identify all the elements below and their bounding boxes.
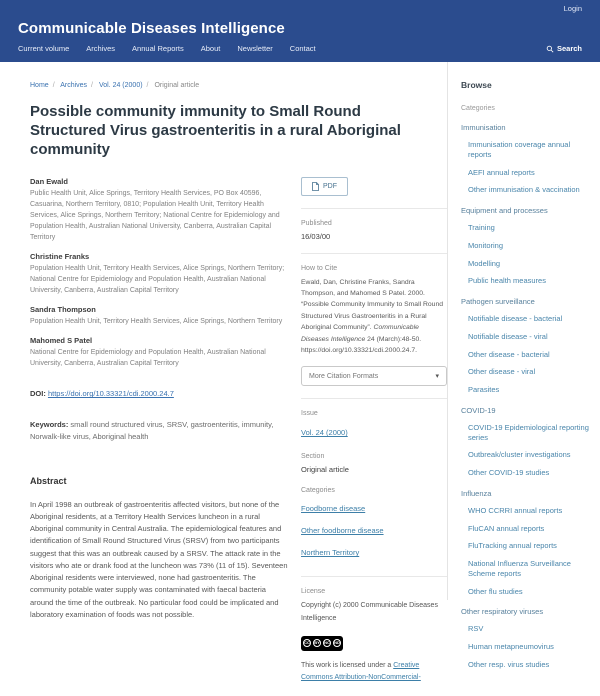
browse-sidebar <box>447 62 600 669</box>
sidebar-item[interactable]: Other immunisation & vaccination <box>468 185 580 195</box>
author-block <box>30 336 289 369</box>
published-date: 16/03/00 <box>301 231 331 241</box>
sidebar-item[interactable]: RSV <box>468 624 484 634</box>
sidebar-group-covid19[interactable]: COVID-19 <box>461 405 496 415</box>
nav-archives[interactable]: Archives <box>86 44 116 53</box>
sidebar-item[interactable]: FluCAN annual reports <box>468 523 545 533</box>
sidebar-item[interactable]: Public health measures <box>468 276 546 286</box>
abstract-heading: Abstract <box>30 475 67 486</box>
sidebar-group-equipment[interactable]: Equipment and processes <box>461 206 548 215</box>
author-affiliation: Population Health Unit, Territory Health Services, Alice Springs, Northern Territory; National Centre for Epidemiology and Population Health, Australian National University, Canberra, Australian Capital Territory <box>30 264 285 294</box>
doi-line <box>30 389 289 398</box>
section-label: Section <box>301 453 325 461</box>
author-affiliation: National Centre for Epidemiology and Population Health, Australian National University, Canberra, Australian Capital Territory <box>30 348 266 368</box>
sidebar-item[interactable]: WHO CCRRI annual reports <box>468 505 563 515</box>
sidebar-group-influenza[interactable]: Influenza <box>461 488 492 498</box>
nav-about[interactable]: About <box>200 44 221 53</box>
keywords-label: Keywords: <box>30 420 69 430</box>
breadcrumb: Home / Archives / Vol. 24 (2000) / Original article <box>30 82 200 89</box>
author-name: Christine Franks <box>30 251 90 261</box>
license-label: License <box>301 588 326 596</box>
sidebar-item[interactable]: COVID-19 Epidemiological reporting series <box>468 422 589 442</box>
sidebar-item[interactable]: Other COVID-19 studies <box>468 468 550 477</box>
license-link[interactable]: Creative Commons Attribution-NonCommercial- <box>301 661 421 681</box>
breadcrumb-archives[interactable]: Archives <box>60 82 88 89</box>
breadcrumb-issue[interactable]: Vol. 24 (2000) <box>98 82 143 89</box>
author-block <box>30 177 289 243</box>
search-button[interactable] <box>546 44 582 53</box>
sidebar-group-other-respiratory[interactable]: Other respiratory viruses <box>461 607 544 617</box>
citation-journal-name: Communicable Diseases Intelligence <box>301 324 419 343</box>
cc-icon: CC <box>303 639 312 648</box>
cc-nd-icon: ND <box>333 639 342 648</box>
file-pdf-icon <box>312 182 319 191</box>
cc-by-icon: BY <box>313 639 322 648</box>
nav-current-volume[interactable]: Current volume <box>18 44 70 53</box>
issue-section <box>301 398 447 576</box>
author-block <box>30 252 289 296</box>
main-nav <box>18 44 582 53</box>
how-to-cite-label: How to Cite <box>301 264 338 272</box>
sidebar-item[interactable]: Modelling <box>468 258 501 268</box>
site-title: Communicable Diseases Intelligence <box>18 20 285 37</box>
published-label: Published <box>301 219 332 227</box>
sidebar-group-immunisation[interactable]: Immunisation <box>461 123 506 132</box>
license-sentence: This work is licensed under a Creative Commons Attribution-NonCommercial- <box>301 661 421 681</box>
article-column <box>30 177 289 696</box>
search-icon <box>546 45 554 53</box>
doi-link[interactable]: https://doi.org/10.33321/cdi.2000.24.7 <box>47 389 174 399</box>
sidebar-item[interactable]: Other disease - bacterial <box>468 349 550 359</box>
sidebar-item[interactable]: Other disease - viral <box>468 367 536 377</box>
author-affiliation: Public Health Unit, Alice Springs, Territory Health Services, PO Box 40596, Casuarina, Northern Territory, 0810; Population Health Unit, Territory Health Services, Alice Springs, Northern Territory; National Centre for Epidemiology and Population Health, Australian National University, Canberra, Australian Capital Territory <box>30 189 280 241</box>
sidebar-item[interactable]: Monitoring <box>468 240 504 250</box>
license-copyright: Copyright (c) 2000 Communicable Diseases Intelligence <box>301 602 438 622</box>
more-citation-formats-dropdown[interactable] <box>301 366 447 386</box>
category-link-northern-territory[interactable]: Northern Territory <box>301 548 360 558</box>
author-name: Mahomed S Patel <box>30 335 93 345</box>
cc-by-nc-nd-badge[interactable] <box>301 636 343 651</box>
sidebar-categories-label: Categories <box>461 105 495 112</box>
site-header <box>0 0 600 62</box>
sidebar-item[interactable]: Outbreak/cluster investigations <box>468 450 571 460</box>
pdf-section <box>301 177 447 208</box>
citation-text: Ewald, Dan, Christine Franks, Sandra Thompson, and Mahomed S Patel. 2000. “Possible Community Immunity to Small Round Structured Virus Gastroenteritis in a Rural Aboriginal Community”. Communicable Diseases Intelligence 24 (March):48-50. https://doi.org/10.33321/cdi.2000.24.7. <box>301 278 444 354</box>
abstract-text: In April 1998 an outbreak of gastroenteritis affected visitors, but none of the Aboriginal residents, at a Territory Health Services luncheon in a rural Aboriginal community in Central Australia. The epidemiological features and identification of Small Round Structured Virus (SRSV) from two participants suggest that this was an outbreak caused by a SRSV. The attack rate in the visitors who ate or drank food at the luncheon was 73% (11 of 15). Seventeen Aboriginal residents were interviewed, none had gastroenteritis. The community potable water supply was contaminated with faecal bacteria around the time of the outbreak. No particular food could be implicated and laboratory examination of foods was not possible. <box>30 499 288 619</box>
sidebar-item[interactable]: Parasites <box>468 385 500 394</box>
keywords-text: small round structured virus, SRSV, gastroenteritis, immunity, Norwalk-like virus, Aboriginal health <box>30 420 274 442</box>
category-link-other-foodborne[interactable]: Other foodborne disease <box>301 526 384 536</box>
sidebar-item[interactable]: AEFI annual reports <box>468 167 535 177</box>
license-section <box>301 576 447 696</box>
chevron-down-icon: ▾ <box>435 373 439 381</box>
sidebar-group-pathogen-surveillance[interactable]: Pathogen surveillance <box>461 297 535 306</box>
author-block <box>30 305 289 327</box>
sidebar-item[interactable]: Notifiable disease - bacterial <box>468 314 563 323</box>
sidebar-item[interactable]: Immunisation coverage annual reports <box>468 140 571 159</box>
breadcrumb-current: Original article <box>154 82 200 89</box>
issue-label: Issue <box>301 410 318 418</box>
pdf-button-label: PDF <box>323 182 337 190</box>
author-name: Sandra Thompson <box>30 304 96 314</box>
keywords-line <box>30 419 289 444</box>
browse-heading: Browse <box>461 80 492 90</box>
categories-label: Categories <box>301 487 335 495</box>
sidebar-item[interactable]: Other resp. virus studies <box>468 659 550 669</box>
author-affiliation: Population Health Unit, Territory Health Services, Alice Springs, Northern Territory <box>30 317 283 325</box>
published-section <box>301 208 447 253</box>
cc-nc-icon: NC <box>323 639 332 648</box>
sidebar-item[interactable]: National Influenza Surveillance Scheme reports <box>468 559 571 578</box>
sidebar-item[interactable]: Human metapneumovirus <box>468 642 554 651</box>
sidebar-item[interactable]: Notifiable disease - viral <box>468 331 548 341</box>
section-value: Original article <box>301 465 349 475</box>
more-citation-formats-label: More Citation Formats <box>309 372 379 380</box>
nav-newsletter[interactable]: Newsletter <box>237 44 273 53</box>
nav-annual-reports[interactable]: Annual Reports <box>132 44 184 53</box>
issue-link[interactable]: Vol. 24 (2000) <box>301 428 348 438</box>
main-content <box>0 62 447 681</box>
pdf-button[interactable] <box>301 177 348 196</box>
category-link-foodborne[interactable]: Foodborne disease <box>301 504 366 514</box>
article-meta-column <box>301 177 447 696</box>
sidebar-item[interactable]: Training <box>468 223 495 232</box>
doi-label: DOI: <box>30 389 46 399</box>
breadcrumb-home[interactable]: Home <box>30 82 49 89</box>
author-name: Dan Ewald <box>30 176 68 186</box>
sidebar-item[interactable]: FluTracking annual reports <box>468 541 557 551</box>
search-label: Search <box>556 44 582 53</box>
page-title: Possible community immunity to Small Round Structured Virus gastroenteritis in a rural Aboriginal community <box>30 103 401 159</box>
nav-contact[interactable]: Contact <box>289 44 316 53</box>
sidebar-item[interactable]: Other flu studies <box>468 586 523 596</box>
login-link[interactable]: Login <box>563 4 582 13</box>
how-to-cite-section <box>301 253 447 399</box>
